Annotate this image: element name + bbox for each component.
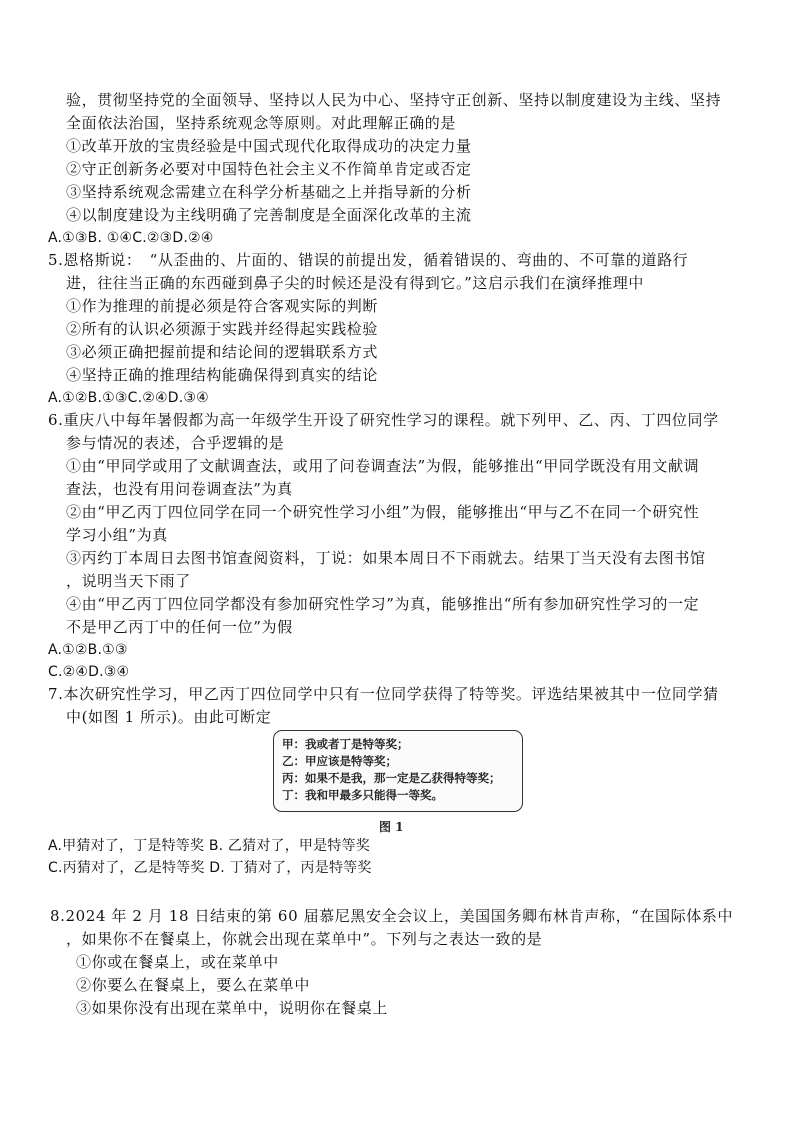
q7-options-1: A.甲猜对了，丁是特等奖 B. 乙猜对了，甲是特等奖	[48, 838, 370, 854]
q7-stem-line-1: 7.本次研究性学习，甲乙丙丁四位同学中只有一位同学获得了特等奖。评选结果被其中一位同学猜	[48, 685, 719, 703]
q8-item-3: ③如果你没有出现在菜单中，说明你在餐桌上	[76, 999, 389, 1017]
figure-1-box	[273, 730, 523, 812]
q6-item-4a: ④由“甲乙丙丁四位同学都没有参加研究性学习”为真，能够推出“所有参加研究性学习的一定	[66, 595, 700, 613]
q8-item-1: ①你或在餐桌上，或在菜单中	[76, 953, 279, 971]
q7-stem-line-2: 中(如图 1 所示)。由此可断定	[66, 708, 272, 726]
q6-item-2b: 学习小组”为真	[66, 526, 168, 544]
figure-line-bing: 丙：如果不是我，那一定是乙获得特等奖；	[282, 771, 501, 785]
q7-options-2: C.丙猜对了，乙是特等奖 D. 丁猜对了，丙是特等奖	[48, 860, 372, 876]
figure-line-ding: 丁：我和甲最多只能得一等奖。	[282, 788, 443, 802]
q5-item-2: ②所有的认识必须源于实践并经得起实践检验	[66, 320, 379, 338]
q4-item-4: ④以制度建设为主线明确了完善制度是全面深化改革的主流	[66, 206, 472, 224]
q6-item-1b: 查法，也没有用问卷调查法”为真	[66, 480, 293, 498]
q8-item-2: ②你要么在餐桌上，要么在菜单中	[76, 976, 311, 994]
q8-stem-line-2: ，如果你不在餐桌上，你就会出现在菜单中”。下列与之表达一致的是	[66, 930, 543, 948]
q4-item-1: ①改革开放的宝贵经验是中国式现代化取得成功的决定力量	[66, 137, 472, 155]
q6-options-2: C.②④D.③④	[48, 664, 130, 680]
q5-item-1: ①作为推理的前提必须是符合客观实际的判断	[66, 297, 379, 315]
figure-caption: 图 1	[379, 820, 404, 834]
q8-stem-line-1: 8.2024 年 2 月 18 日结束的第 60 届慕尼黑安全会议上，美国国务卿布林肯声称，“在国际体系中	[50, 907, 734, 925]
q6-stem-line-2: 参与情况的表述，合乎逻辑的是	[66, 434, 285, 452]
q5-stem-line-1: 5.恩格斯说： “从歪曲的、片面的、错误的前提出发，循着错误的、弯曲的、不可靠的道路行	[48, 251, 689, 269]
q6-item-3b: ，说明当天下雨了	[66, 572, 191, 590]
q5-options: A.①②B.①③C.②④D.③④	[48, 390, 209, 406]
q4-stem-line-2: 全面依法治国，坚持系统观念等原则。对此理解正确的是	[66, 114, 457, 132]
q6-stem-line-1: 6.重庆八中每年暑假都为高一年级学生开设了研究性学习的课程。就下列甲、乙、丙、丁四位同学	[48, 411, 719, 429]
q5-item-4: ④坚持正确的推理结构能确保得到真实的结论	[66, 366, 379, 384]
q4-item-3: ③坚持系统观念需建立在科学分析基础之上并指导新的分析	[66, 183, 472, 201]
q6-item-4b: 不是甲乙丙丁中的任何一位”为假	[66, 618, 293, 636]
q5-stem-line-2: 进，往往当正确的东西碰到鼻子尖的时候还是没有得到它。”这启示我们在演绎推理中	[66, 274, 644, 292]
figure-line-yi: 乙：甲应该是特等奖；	[282, 754, 397, 768]
q6-item-2a: ②由“甲乙丙丁四位同学在同一个研究性学习小组”为假，能够推出“甲与乙不在同一个研究性	[66, 503, 700, 521]
q4-stem-line-1: 验，贯彻坚持党的全面领导、坚持以人民为中心、坚持守正创新、坚持以制度建设为主线、坚持	[66, 91, 722, 109]
q6-item-3a: ③丙约丁本周日去图书馆查阅资料，丁说：如果本周日不下雨就去。结果丁当天没有去图书馆	[66, 549, 706, 567]
q4-options: A.①③B. ①④C.②③D.②④	[48, 230, 214, 246]
q4-item-2: ②守正创新务必要对中国特色社会主义不作简单肯定或否定	[66, 160, 472, 178]
q6-options-1: A.①②B.①③	[48, 642, 128, 658]
q6-item-1a: ①由“甲同学或用了文献调查法，或用了问卷调查法”为假，能够推出“甲同学既没有用文献调	[66, 457, 700, 475]
q5-item-3: ③必须正确把握前提和结论间的逻辑联系方式	[66, 343, 379, 361]
figure-line-jia: 甲：我或者丁是特等奖；	[282, 737, 409, 751]
